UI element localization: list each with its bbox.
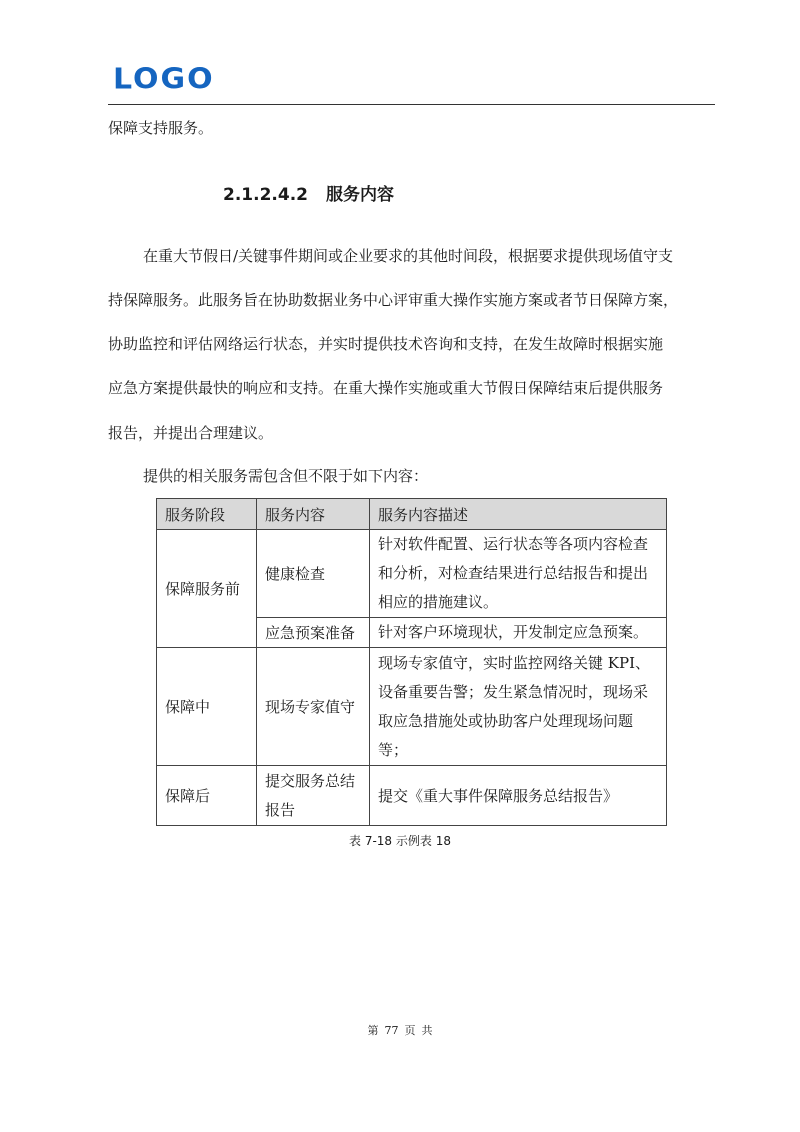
column-header: 服务内容 xyxy=(257,499,370,530)
paragraph-line: 协助监控和评估网络运行状态，并实时提供技术咨询和支持，在发生故障时根据实施 xyxy=(108,335,664,353)
intro-line: 保障支持服务。 xyxy=(108,119,214,137)
content-cell: 现场专家值守 xyxy=(257,648,370,766)
stage-cell: 保障中 xyxy=(157,648,257,766)
content-cell: 提交服务总结报告 xyxy=(257,766,370,826)
header-rule xyxy=(108,104,715,105)
column-header: 服务内容描述 xyxy=(370,499,667,530)
page-footer xyxy=(0,1022,800,1038)
description-cell: 提交《重大事件保障服务总结报告》 xyxy=(370,766,667,826)
description-cell: 针对客户环境现状，开发制定应急预案。 xyxy=(370,618,667,648)
page-number: 77 xyxy=(384,1024,399,1037)
section-heading xyxy=(223,180,394,205)
service-table xyxy=(156,498,667,826)
table-row xyxy=(157,648,667,766)
description-cell: 针对软件配置、运行状态等各项内容检查和分析，对检查结果进行总结报告和提出相应的措施建议。 xyxy=(370,530,667,618)
section-title: 服务内容 xyxy=(325,185,394,205)
table-row xyxy=(157,766,667,826)
paragraph-line: 在重大节假日/关键事件期间或企业要求的其他时间段，根据要求提供现场值守支 xyxy=(143,247,674,265)
table-intro: 提供的相关服务需包含但不限于如下内容： xyxy=(143,467,429,485)
content-cell: 健康检查 xyxy=(257,530,370,618)
paragraph-line: 报告，并提出合理建议。 xyxy=(108,424,274,442)
table-caption: 表 7-18 示例表 18 xyxy=(349,834,451,848)
table-row xyxy=(157,530,667,618)
column-header: 服务阶段 xyxy=(157,499,257,530)
footer-suffix: 共 xyxy=(421,1024,433,1037)
section-number: 2.1.2.4.2 xyxy=(223,185,308,205)
footer-unit: 页 xyxy=(404,1024,416,1037)
description-cell: 现场专家值守，实时监控网络关键 KPI、设备重要告警；发生紧急情况时，现场采取应急措施处或协助客户处理现场问题等； xyxy=(370,648,667,766)
table-header-row xyxy=(157,499,667,530)
paragraph-line: 持保障服务。此服务旨在协助数据业务中心评审重大操作实施方案或者节日保障方案， xyxy=(108,291,679,309)
footer-prefix: 第 xyxy=(367,1024,379,1037)
paragraph-line: 应急方案提供最快的响应和支持。在重大操作实施或重大节假日保障结束后提供服务 xyxy=(108,379,664,397)
stage-cell: 保障后 xyxy=(157,766,257,826)
stage-cell: 保障服务前 xyxy=(157,530,257,648)
content-cell: 应急预案准备 xyxy=(257,618,370,648)
logo: LOGO xyxy=(113,62,215,97)
